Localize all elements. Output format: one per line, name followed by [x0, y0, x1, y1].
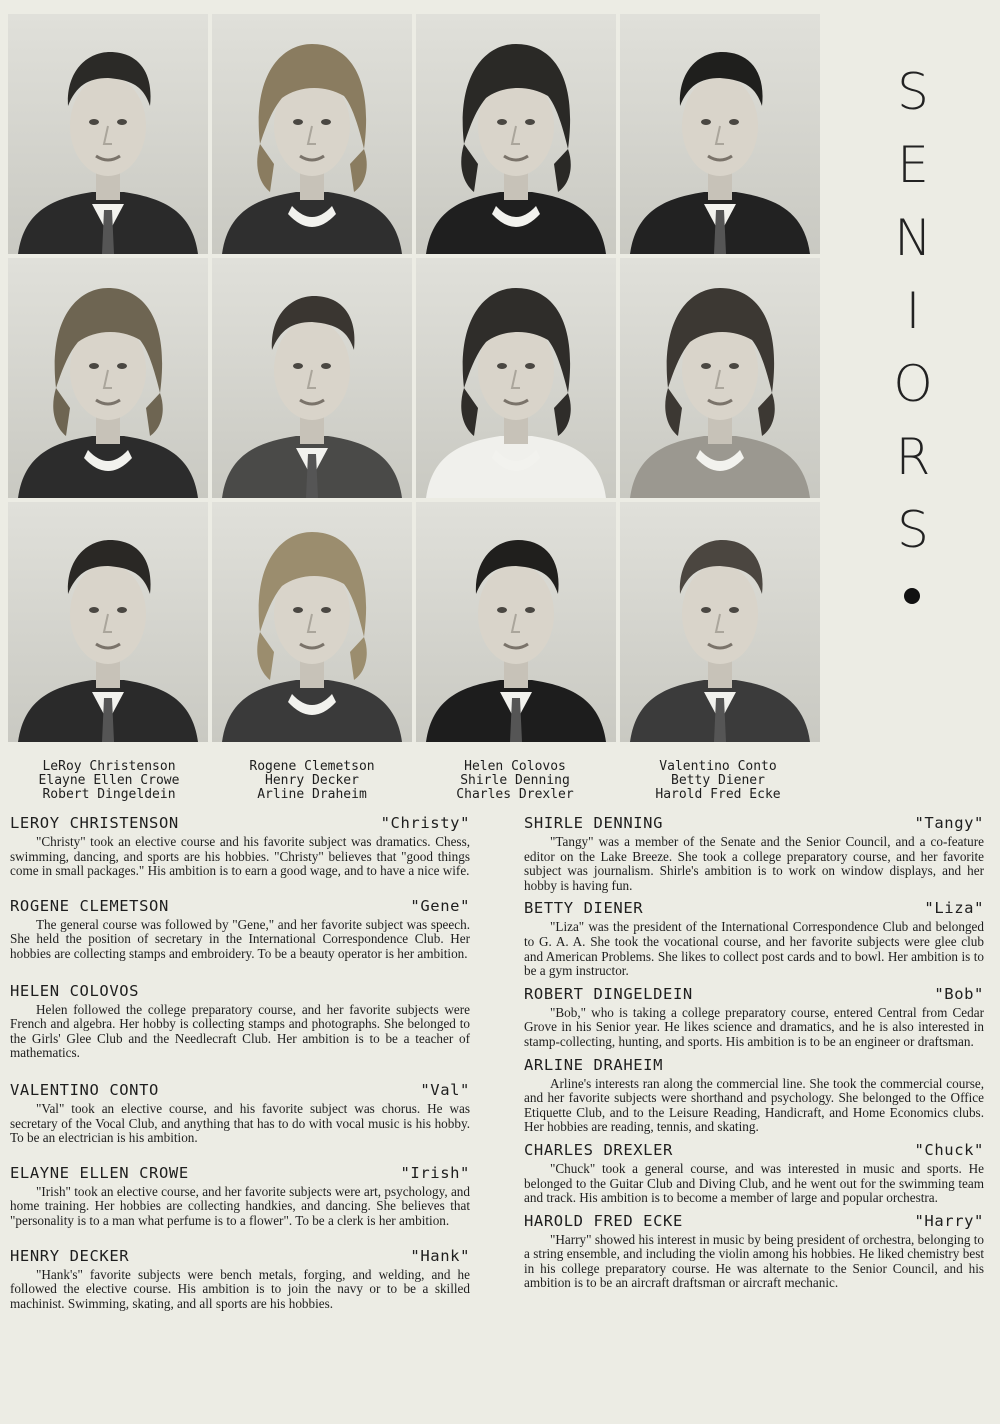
caption-name: Harold Fred Ecke — [655, 787, 781, 802]
portrait-photo — [620, 502, 820, 742]
entry-heading — [524, 1212, 984, 1230]
student-name: SHIRLE DENNING — [524, 814, 664, 832]
biography-entry — [524, 899, 984, 978]
biography-text: Arline's interests ran along the commercial line. She took the commercial course, and her favorite subjects were shorthand and psychology. She belonged to the Office Etiquette Club, and to the Leisure Reading, Handicraft, and Home Economics clubs. Her hobbies are reading, tennis, and skating. — [524, 1075, 984, 1135]
student-name: ROBERT DINGELDEIN — [524, 984, 693, 1003]
portrait-photo — [8, 14, 208, 254]
caption-name: Robert Dingeldein — [42, 787, 176, 802]
caption-name: Arline Draheim — [257, 787, 367, 802]
student-name: ROGENE CLEMETSON — [10, 896, 169, 915]
caption-name: Elayne Ellen Crowe — [38, 773, 180, 788]
caption-name: Charles Drexler — [456, 787, 574, 802]
title-letter: E — [897, 136, 929, 194]
student-nickname: "Gene" — [410, 896, 470, 915]
student-name: ARLINE DRAHEIM — [524, 1055, 664, 1074]
caption-name: LeRoy Christenson — [42, 759, 176, 774]
student-name: VALENTINO CONTO — [10, 1080, 159, 1099]
biography-entry — [524, 985, 984, 1050]
student-nickname: "Tangy" — [914, 814, 984, 832]
caption-name: Rogene Clemetson — [249, 759, 375, 774]
biography-text: "Christy" took an elective course and his favorite subject was dramatics. Chess, swimming, dancing, and sports are his hobbies. "Christy" believes that "good things come in small packages." His ambition is to earn a good wage, and to have a nice wife. — [10, 834, 470, 879]
student-name: HENRY DECKER — [10, 1246, 130, 1265]
student-name: LEROY CHRISTENSON — [10, 814, 179, 832]
biography-entry — [10, 1247, 470, 1312]
portrait-photo — [212, 502, 412, 742]
portrait-photo — [620, 258, 820, 498]
entry-heading — [524, 985, 984, 1003]
student-nickname: "Hank" — [410, 1246, 470, 1265]
portrait-photo — [212, 14, 412, 254]
biography-text: "Bob," who is taking a college preparatory course, entered Central from Cedar Grove in his Senior year. He likes science and dramatics, and he is also interested in stamp-collecting, hunting, and sports. His ambition is to be an engineer or draftsman. — [524, 1004, 984, 1049]
biography-text: "Tangy" was a member of the Senate and the Senior Council, and a co-feature editor on the Lake Breeze. She took a college preparatory course, and her favorite subject was journalism. Shirle's ambition is to work on window displays, and her hobby is having fun. — [524, 834, 984, 893]
portrait-grid — [8, 14, 818, 742]
caption-name: Shirle Denning — [460, 773, 570, 788]
title-letter: S — [897, 501, 929, 559]
entry-heading — [10, 982, 470, 1000]
title-letter: O — [893, 355, 933, 413]
student-nickname: "Bob" — [934, 984, 984, 1003]
biography-entry — [10, 1164, 470, 1229]
biography-text: "Liza" was the president of the International Correspondence Club and belonged to G. A. A. She took the vocational course, and her favorite subjects were glee club and American Problems. She likes to collect post cards and to bowl. Her ambition is to be a gym instructor. — [524, 919, 984, 979]
entry-heading — [10, 1164, 470, 1182]
title-letter: I — [905, 282, 921, 340]
entry-heading — [524, 1056, 984, 1074]
student-nickname: "Irish" — [400, 1163, 470, 1182]
student-nickname: "Chuck" — [914, 1140, 984, 1159]
biography-text: Helen followed the college preparatory course, and her favorite subjects were French and algebra. Her hobby is collecting stamps and photographs. She belonged to the Girls' Glee Club and the Needlecraft Club. Her ambition is to be a teacher of mathematics. — [10, 1001, 470, 1061]
caption-name: Valentino Conto — [659, 759, 777, 774]
biography-entry — [10, 1081, 470, 1146]
student-nickname: "Val" — [420, 1080, 470, 1099]
student-nickname: "Harry" — [914, 1211, 984, 1230]
biography-entry — [524, 1212, 984, 1291]
caption-column-4 — [613, 760, 823, 802]
biography-entry — [10, 897, 470, 962]
caption-name: Helen Colovos — [464, 759, 566, 774]
entry-heading — [524, 899, 984, 917]
portrait-photo — [620, 14, 820, 254]
bullet-dot — [904, 588, 920, 604]
seniors-vertical-title — [878, 56, 948, 567]
entry-heading — [10, 1081, 470, 1099]
portrait-photo — [416, 502, 616, 742]
student-name: HAROLD FRED ECKE — [524, 1211, 683, 1230]
biography-text: "Harry" showed his interest in music by being president of orchestra, belonging to a string ensemble, and including the violin among his hobbies. He liked chemistry best in his college preparatory course. He was alternate to the Senior Council, and his ambition is to be an aircraft draftsman or aircraft mechanic. — [524, 1231, 984, 1291]
student-name: HELEN COLOVOS — [10, 981, 140, 1000]
caption-column-2 — [207, 760, 417, 802]
biography-text: "Hank's" favorite subjects were bench metals, forging, and welding, and he followed the elective course. His ambition is to join the navy or to be a skilled machinist. Swimming, skating, and all sports are his hobbies. — [10, 1266, 470, 1311]
biography-text: "Irish" took an elective course, and her favorite subjects were art, psychology, and home training. Her hobbies are collecting handkies, and dancing. She believes that "personality is to a man what perfume is to a flower". To be a clerk is her ambition. — [10, 1183, 470, 1228]
student-name: BETTY DIENER — [524, 899, 644, 918]
biography-entry — [524, 1056, 984, 1135]
entry-heading — [524, 814, 984, 832]
caption-name: Betty Diener — [671, 773, 765, 788]
caption-name: Henry Decker — [265, 773, 359, 788]
biography-text: "Chuck" took a general course, and was interested in music and sports. He belonged to the Guitar Club and Diving Club, and he went out for the swimming team and track. His ambition is to become a member of large and popular orchestra. — [524, 1160, 984, 1206]
entry-heading — [10, 814, 470, 832]
biography-entry — [524, 1141, 984, 1206]
portrait-photo — [416, 258, 616, 498]
biography-text: "Val" took an elective course, and his favorite subject was chorus. He was secretary of the Vocal Club, and anything that has to do with vocal music is his hobby. To be an electrician is his ambition. — [10, 1100, 470, 1146]
caption-column-1 — [4, 760, 214, 802]
student-nickname: "Christy" — [380, 814, 470, 832]
student-nickname: "Liza" — [924, 899, 984, 918]
entry-heading — [10, 1247, 470, 1265]
caption-column-3 — [410, 760, 620, 802]
portrait-photo — [8, 258, 208, 498]
title-letter: N — [894, 209, 932, 267]
portrait-photo — [212, 258, 412, 498]
biography-text: The general course was followed by "Gene," and her favorite subject was speech. She held the position of secretary in the International Correspondence Club. Her hobbies are collecting stamps and embroidery. To be a beauty operator is her ambition. — [10, 916, 470, 961]
biography-entry — [10, 982, 470, 1061]
title-letter: R — [895, 428, 931, 486]
entry-heading — [524, 1141, 984, 1159]
portrait-photo — [8, 502, 208, 742]
student-name: CHARLES DREXLER — [524, 1140, 673, 1159]
biography-entry — [10, 814, 470, 879]
student-name: ELAYNE ELLEN CROWE — [10, 1163, 189, 1182]
portrait-photo — [416, 14, 616, 254]
biography-column-left — [10, 814, 470, 1311]
entry-heading — [10, 897, 470, 915]
biography-entry — [524, 814, 984, 893]
title-letter: S — [897, 63, 929, 121]
biography-column-right — [524, 814, 984, 1291]
